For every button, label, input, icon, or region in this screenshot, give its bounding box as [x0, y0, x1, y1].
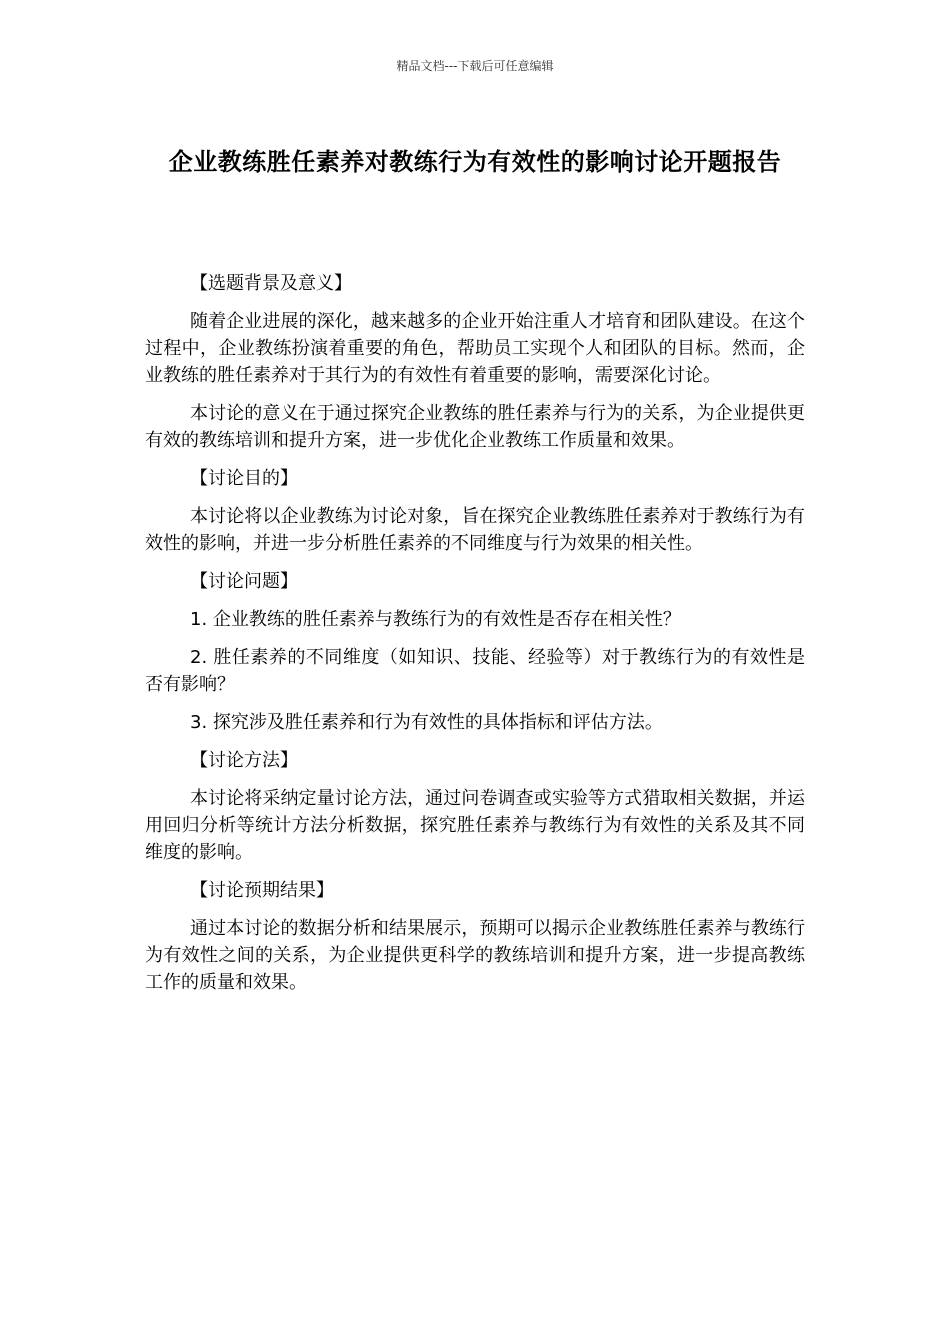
- document-body: [145, 270, 805, 1007]
- section-heading-results: 【讨论预期结果】: [190, 880, 334, 901]
- question-item-1: 1. 企业教练的胜任素养与教练行为的有效性是否存在相关性？: [190, 609, 681, 630]
- section-heading-questions: 【讨论问题】: [190, 571, 298, 592]
- document-title: 企业教练胜任素养对教练行为有效性的影响讨论开题报告: [168, 148, 782, 176]
- paragraph-method-1: 本讨论将采纳定量讨论方法，通过问卷调查或实验等方式猎取相关数据，并运用回归分析等统计方法分析数据，探究胜任素养与教练行为有效性的关系及其不同维度的影响。: [145, 788, 805, 863]
- question-item-3: 3. 探究涉及胜任素养和行为有效性的具体指标和评估方法。: [190, 712, 663, 733]
- section-heading-purpose: 【讨论目的】: [190, 468, 298, 489]
- question-item-2: 2. 胜任素养的不同维度（如知识、技能、经验等）对于教练行为的有效性是否有影响？: [145, 647, 805, 695]
- paragraph-background-2: 本讨论的意义在于通过探究企业教练的胜任素养与行为的关系，为企业提供更有效的教练培训和提升方案，进一步优化企业教练工作质量和效果。: [145, 403, 805, 451]
- paragraph-purpose-1: 本讨论将以企业教练为讨论对象，旨在探究企业教练胜任素养对于教练行为有效性的影响，并进一步分析胜任素养的不同维度与行为效果的相关性。: [145, 506, 805, 554]
- paragraph-background-1: 随着企业进展的深化，越来越多的企业开始注重人才培育和团队建设。在这个过程中，企业教练扮演着重要的角色，帮助员工实现个人和团队的目标。然而，企业教练的胜任素养对于其行为的有效性有着重要的影响，需要深化讨论。: [145, 311, 805, 386]
- section-heading-background: 【选题背景及意义】: [190, 273, 352, 294]
- paragraph-results-1: 通过本讨论的数据分析和结果展示，预期可以揭示企业教练胜任素养与教练行为有效性之间的关系，为企业提供更科学的教练培训和提升方案，进一步提高教练工作的质量和效果。: [145, 918, 805, 993]
- page-header: 精品文档---下载后可任意编辑: [396, 59, 554, 73]
- section-heading-method: 【讨论方法】: [190, 750, 298, 771]
